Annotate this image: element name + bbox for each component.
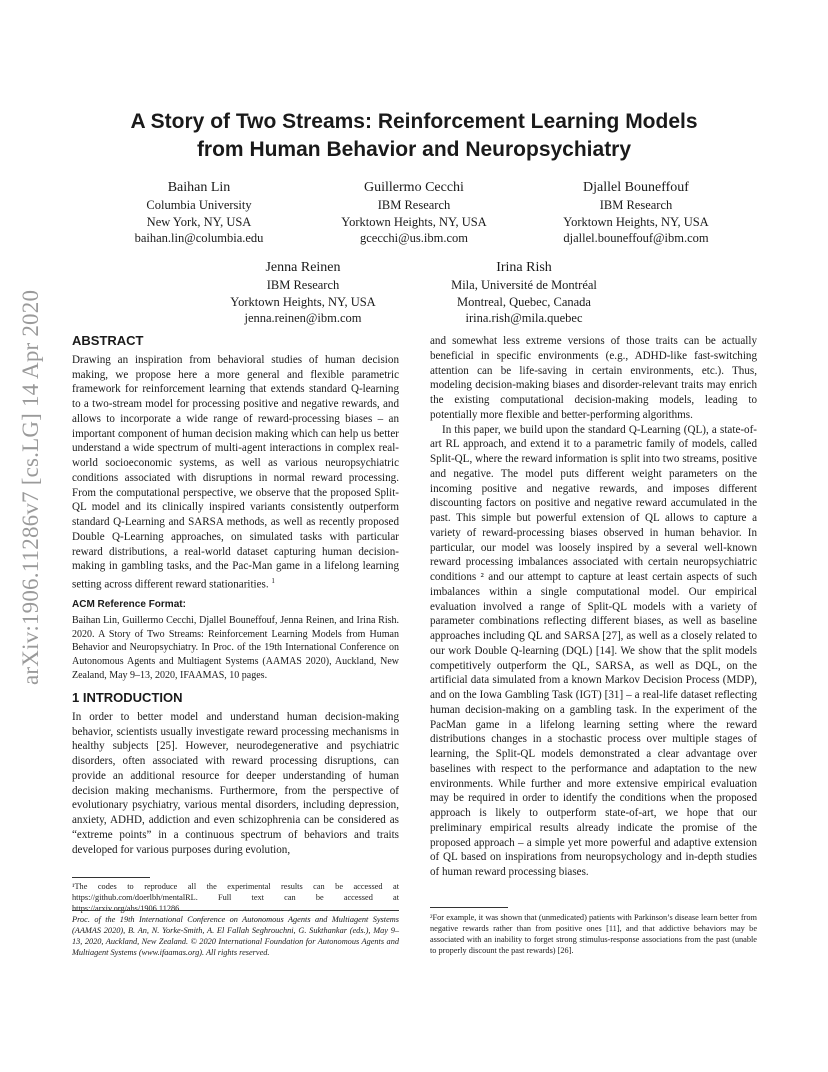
author-affiliation: Columbia University xyxy=(146,198,252,212)
right-paragraph-1: and somewhat less extreme versions of those traits can be actually beneficial in specific environments (e.g., ADHD-like fast-switching attention can be life-saving in certain environments, etc.). Thus, modeling decision-making biases and disorder-relevant traits may enrich the existing computational decision-making models, leading to potentially more flexible and better-performing algorithms. xyxy=(430,335,757,421)
author-location: Montreal, Quebec, Canada xyxy=(457,294,591,309)
footnote-mark: 1 xyxy=(271,577,275,585)
author-affiliation: Mila, Université de Montréal xyxy=(451,278,597,292)
author-location: Yorktown Heights, NY, USA xyxy=(341,214,487,229)
title-line-2: from Human Behavior and Neuropsychiatry xyxy=(196,138,632,161)
author-name: Guillermo Cecchi xyxy=(364,180,464,195)
right-paragraph-2: In this paper, we build upon the standard Q-Learning (QL), a state-of-art RL approach, and extend it to a parametric family of models, called Split-QL, where the reward information is split into two streams, positive and negative. The model puts different weight parameters on the incoming positive and negative rewards, and imposes different discounting factors on positive and negative reward accumulated in the past. This simple but powerful extension of QL allows to capture a variety of reward-processing biases observed in human behavior. In particular, our model was loosely inspired by a several well-known reward processing imbalances associated with certain neuropsychiatric conditions ² and our attempt to capture at least certain aspects of such imbalances within a single computational model. Our empirical evaluation involved a range of Split-QL models with a variety of parameter combinations reflecting different biases, as well as baseline approaches including QL and SARSA [27], as well as a closely related to our work Double Q-learning (DQL) [14]. We show that the split models competitively outperform the QL, SARSA, as well as DQL, on the artificial data simulated from a known Markov Decision Process (MDP), and on the Iowa Gambling Task (IGT) [31] – a real-life dataset reflecting human decision-making on a gambling task. In the experiment of the PacMan game in a lifelong learning setting where the reward distributions changes in a stochastic process over multiple stages of learning, the Split-QL models demonstrated a clear advantage over baselines with respect to the performance and adaptation to the new environments. While further and more extensive empirical evaluation may be required in order to identify the conditions when the proposed approach is likely to outperform state-of-art, we hope that our preliminary empirical results already indicate the promise of the proposed approach – a simple yet more powerful and adaptive extension of QL based on inspirations from neuropsychology and in-depth studies of human reward processing biases. xyxy=(430,423,757,878)
introduction-paragraph: In order to better model and understand human decision-making behavior, scientists usually investigate reward processing mechanisms in healthy subjects [25]. However, neurodegenerative and psychiatric disorders, often associated with reward processing disruptions, can provide an additional resource for deeper understanding of human decision making mechanisms. Furthermore, from the perspective of evolutionary psychiatry, various mental disorders, including depression, anxiety, ADHD, addiction and even schizophrenia can be considered as “extreme points” in a continuous spectrum of behaviors and traits developed for various purposes during evolution, xyxy=(72,710,399,856)
abstract-text: Drawing an inspiration from behavioral studies of human decision making, we propose here a more general and flexible parametric framework for reinforcement learning that extends standard Q-learning to a two-stream model for processing positive and negative rewards, and allows to incorporate a wide range of reward-processing biases – an important component of human decision making which can help us better understand a wide spectrum of multi-agent interactions in complex real-world socioeconomic systems, as well as various neuropsychiatric conditions associated with disruptions in normal reward processing. From the computational perspective, we observe that the proposed Split-QL model and its clinically inspired variants consistently outperform standard Q-Learning and SARSA methods, as well as recently proposed Double Q-Learning approaches, on simulated tasks with particular reward distributions, a real-world dataset capturing human decision-making in gambling tasks, and the Pac-Man game in a lifelong learning setting across different reward stationarities. xyxy=(72,353,399,591)
footnote-1: ¹The codes to reproduce all the experimental results can be accessed at https://github.com/doerlbh/mentalRL. Full text can be accessed at https://arxiv.org/abs/1906.11286. xyxy=(72,882,399,913)
acm-reference-text: Baihan Lin, Guillermo Cecchi, Djallel Bouneffouf, Jenna Reinen, and Irina Rish. 2020. A Story of Two Streams: Reinforcement Learning Models from Human Behavior and Neuropsychiatry. In Proc. of the 19th International Conference on Autonomous Agents and Multiagent Systems (AAMAS 2020), Auckland, New Zealand, May 9–13, 2020, IFAAMAS, 10 pages. xyxy=(72,615,399,681)
author-affiliation: IBM Research xyxy=(377,198,451,212)
author-location: New York, NY, USA xyxy=(146,214,252,229)
author-email: jenna.reinen@ibm.com xyxy=(244,311,362,325)
proceedings-note: Proc. of the 19th International Conference on Autonomous Agents and Multiagent Systems (AAMAS 2020), B. An, N. Yorke-Smith, A. El Fallah Seghrouchni, G. Sukthankar (eds.), May 9–13, 2020, Auckland, New Zealand. © 2020 International Foundation for Autonomous Agents and Multiagent Systems (www.ifaamas.org). All rights reserved. xyxy=(72,915,399,957)
author-name: Djallel Bouneffouf xyxy=(583,180,689,195)
author-name: Baihan Lin xyxy=(167,180,231,195)
author-name: Jenna Reinen xyxy=(265,260,341,275)
proceedings-rule xyxy=(72,910,399,911)
footnote-rule xyxy=(430,907,508,908)
author-affiliation: IBM Research xyxy=(599,198,673,212)
abstract-body xyxy=(72,353,399,593)
footnote-rule xyxy=(72,877,150,878)
abstract-heading: ABSTRACT xyxy=(72,333,144,348)
author-block xyxy=(526,178,746,247)
author-block xyxy=(203,258,403,327)
introduction-heading: 1 INTRODUCTION xyxy=(72,690,183,706)
author-email: gcecchi@us.ibm.com xyxy=(359,231,468,245)
arxiv-sidebar xyxy=(18,290,50,685)
author-location: Yorktown Heights, NY, USA xyxy=(230,294,376,309)
author-email: djallel.bouneffouf@ibm.com xyxy=(563,231,709,245)
right-column xyxy=(430,334,757,880)
author-email: baihan.lin@columbia.edu xyxy=(134,231,264,245)
author-name: Irina Rish xyxy=(496,260,552,275)
left-column xyxy=(72,334,399,857)
author-block xyxy=(314,178,514,247)
author-affiliation: IBM Research xyxy=(266,278,340,292)
author-email: irina.rish@mila.quebec xyxy=(465,311,583,325)
footnote-2: ²For example, it was shown that (unmedicated) patients with Parkinson’s disease learn better from negative rewards rather than from positive ones [11], and that addictive behaviors may be associated with an inability to forget strong stimulus-response associations from the past (unable to properly discount the past rewards) [26]. xyxy=(430,913,757,955)
acm-reference-heading: ACM Reference Format: xyxy=(72,599,186,611)
title-line-1: A Story of Two Streams: Reinforcement Learning Models xyxy=(130,110,698,133)
arxiv-stamp: arXiv:1906.11286v7 [cs.LG] 14 Apr 2020 xyxy=(18,289,43,685)
author-block xyxy=(424,258,624,327)
paper-title xyxy=(60,108,768,164)
author-block xyxy=(99,178,299,247)
author-location: Yorktown Heights, NY, USA xyxy=(563,214,709,229)
